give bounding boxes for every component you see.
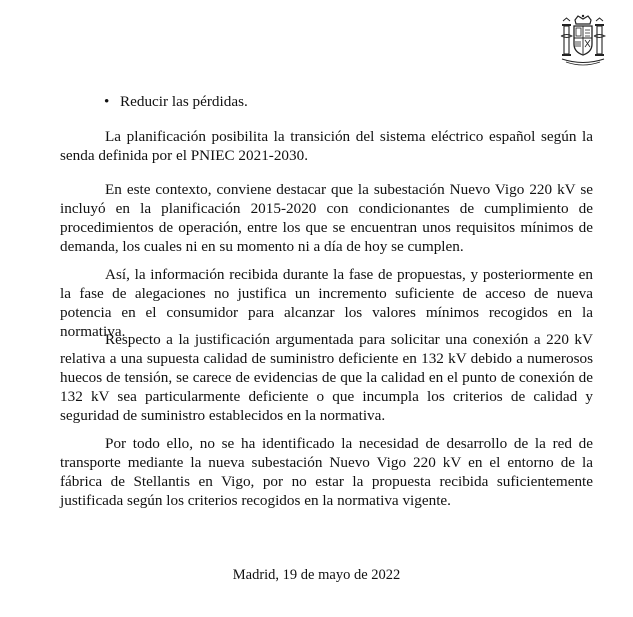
bullet-dot-icon: • [104,93,110,110]
signature-date-line: Madrid, 19 de mayo de 2022 [232,567,401,583]
spanish-coat-of-arms-icon [558,14,608,66]
paragraph-2: En este contexto, conviene destacar que la subestación Nuevo Vigo 220 kV se incluyó en la planificación 2015-2020 con condicionantes de cumplimiento de procedimientos de operación, entre los que se encuentran unos requisitos mínimos de demanda, los cuales ni en su momento ni a día de hoy se cumplen. [60,181,593,255]
paragraph-1: La planificación posibilita la transición del sistema eléctrico español según la senda definida por el PNIEC 2021-2030. [60,128,593,164]
paragraph-4: Respecto a la justificación argumentada para solicitar una conexión a 220 kV relativa a una supuesta calidad de suministro deficiente en 132 kV debido a numerosos huecos de tensión, se carece de evidencias de que la calidad en el punto de conexión de 132 kV sea particularmente deficiente o que incumpla los criterios de calidad y seguridad de suministro establecidos en la normativa. [60,331,593,424]
bullet-text: Reducir las pérdidas. [120,93,248,110]
paragraph-5: Por todo ello, no se ha identificado la necesidad de desarrollo de la red de transporte mediante la nueva subestación Nuevo Vigo 220 kV en el entorno de la fábrica de Stellantis en Vigo, por no estar la propuesta recibida suficientemente justificada según los criterios recogidos en la normativa vigente. [60,435,593,509]
bullet-item [104,92,248,111]
paragraph-3: Así, la información recibida durante la fase de propuestas, y posteriormente en la fase de alegaciones no justifica un incremento suficiente de acceso de nueva potencia en el consumidor para alcanzar los valores mínimos recogidos en la normativa. [60,266,593,340]
